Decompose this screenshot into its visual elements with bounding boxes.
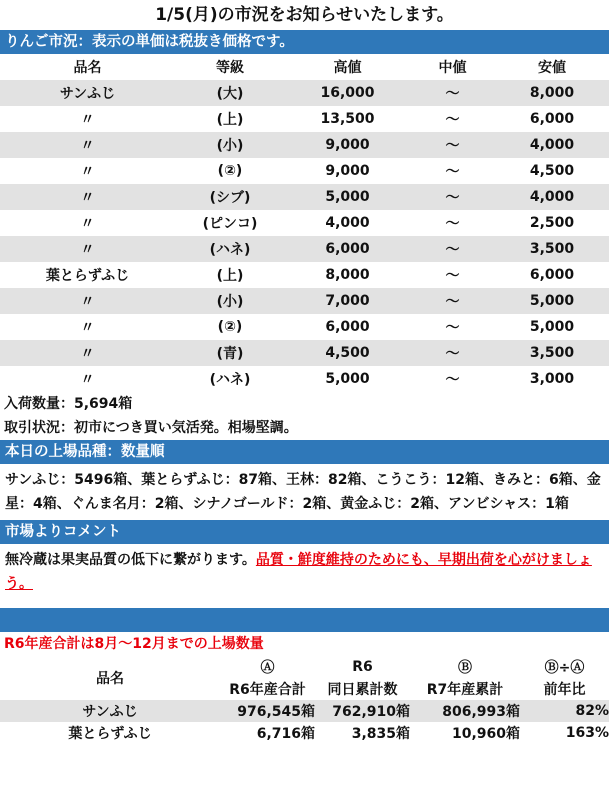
cell-high: 5,000	[325, 371, 370, 387]
table-row	[0, 288, 609, 314]
cell-grade: (大)	[175, 80, 285, 106]
table-row	[0, 236, 609, 262]
cell-name: 〃	[0, 132, 175, 158]
summary-col-yoy: 前年比	[543, 682, 586, 698]
comment-text	[0, 544, 609, 600]
cell-low: 4,500	[529, 163, 575, 179]
cell-mid: ～	[410, 340, 495, 366]
col-low: 安値	[538, 60, 566, 76]
trade-status: 取引状況：初市につき買い気活発。相場堅調。	[4, 420, 298, 436]
cell-mid: ～	[410, 236, 495, 262]
cell-low: 2,500	[529, 215, 575, 231]
cell-name: 〃	[80, 112, 95, 128]
table-row	[0, 722, 609, 744]
cell-low: 5,000	[495, 288, 609, 314]
summary-table	[0, 656, 609, 744]
cell-grade: (ハネ)	[175, 236, 285, 262]
cell-high: 8,000	[325, 267, 370, 283]
cell-low: 4,000	[495, 184, 609, 210]
cell-mid: ～	[445, 216, 460, 232]
col-high: 高値	[333, 60, 362, 76]
summary-note: R6年産合計は8月～12月までの上場数量	[4, 636, 264, 652]
table-row	[0, 80, 609, 106]
cell-name: 〃	[80, 320, 95, 336]
cell-name: サンふじ	[0, 80, 175, 106]
cell-high: 9,000	[285, 132, 410, 158]
cell-r6-total: 976,545箱	[220, 700, 315, 722]
col-name: 品名	[73, 60, 102, 76]
cell-high: 4,000	[325, 215, 370, 231]
cell-name: 〃	[80, 216, 95, 232]
blank-header-bar	[0, 608, 609, 632]
cell-grade: (ピンコ)	[202, 216, 258, 232]
cell-high: 6,000	[325, 319, 370, 335]
cell-high: 13,500	[320, 111, 375, 127]
cell-grade: (小)	[175, 288, 285, 314]
cell-grade: (上)	[216, 112, 244, 128]
cell-r7-total: 10,960箱	[451, 726, 520, 742]
summary-header-row-top	[0, 656, 609, 678]
cell-mid: ～	[445, 164, 460, 180]
cell-low: 6,000	[529, 111, 575, 127]
cell-r6-total: 6,716箱	[256, 726, 315, 742]
cell-name: 葉とらずふじ	[45, 268, 130, 284]
cell-grade: (ハネ)	[209, 372, 251, 388]
comment-highlight: 品質・鮮度維持のためにも、早期出荷を心がけましょう。	[5, 552, 592, 592]
table-header-row	[0, 54, 609, 80]
varieties-list: サンふじ：5496箱、葉とらずふじ：87箱、王林：82箱、こうこう：12箱、きみと：6箱、金星：4箱、ぐんま名月：2箱、シナノゴールド：2箱、黄金ふじ：2箱、アンビシャス：1箱	[5, 472, 601, 512]
cell-grade: (小)	[175, 132, 285, 158]
cell-same-day: 762,910箱	[315, 700, 410, 722]
cell-name: 葉とらずふじ	[68, 726, 152, 742]
cell-mid: ～	[445, 268, 460, 284]
comment-plain: 無冷蔵は果実品質の低下に繋がります。	[5, 552, 256, 568]
cell-low: 3,500	[495, 236, 609, 262]
cell-low: 3,500	[495, 340, 609, 366]
cell-low: 4,000	[495, 132, 609, 158]
col-mid: 中値	[438, 60, 467, 76]
table-row	[0, 340, 609, 366]
summary-head-ratio: Ⓑ÷Ⓐ	[544, 660, 585, 676]
cell-name: 〃	[0, 236, 175, 262]
cell-name: サンふじ	[0, 700, 220, 722]
cell-grade: (②)	[217, 163, 243, 179]
cell-high: 7,000	[285, 288, 410, 314]
cell-mid: ～	[410, 288, 495, 314]
summary-col-name: 品名	[96, 671, 124, 687]
cell-name: 〃	[0, 184, 175, 210]
table-row	[0, 700, 609, 722]
cell-mid: ～	[410, 132, 495, 158]
table-row	[0, 184, 609, 210]
cell-name: 〃	[80, 372, 95, 388]
cell-grade: (上)	[216, 268, 244, 284]
cell-grade: (シブ)	[175, 184, 285, 210]
cell-mid: ～	[445, 320, 460, 336]
varieties-header: 本日の上場品種：数量順	[0, 440, 609, 464]
cell-yoy: 163%	[565, 725, 609, 741]
table-row	[0, 132, 609, 158]
page-title: 1/5(月)の市況をお知らせいたします。	[155, 5, 454, 25]
summary-head-b: Ⓑ	[458, 660, 472, 676]
table-row	[0, 210, 609, 236]
cell-name: 〃	[80, 164, 95, 180]
cell-grade: (青)	[175, 340, 285, 366]
cell-name: 〃	[0, 288, 175, 314]
cell-name: 〃	[0, 340, 175, 366]
summary-col-r6-total: R6年産合計	[229, 682, 306, 698]
cell-high: 16,000	[285, 80, 410, 106]
cell-low: 3,000	[529, 371, 575, 387]
arrival-quantity: 入荷数量：5,694箱	[4, 396, 133, 412]
table-row	[0, 106, 609, 132]
summary-head-a: Ⓐ	[260, 660, 275, 676]
summary-col-r7-total: R7年産累計	[426, 682, 504, 698]
table-row	[0, 158, 609, 184]
table-row	[0, 366, 609, 392]
cell-high: 6,000	[285, 236, 410, 262]
table-row	[0, 262, 609, 288]
cell-high: 4,500	[285, 340, 410, 366]
cell-high: 9,000	[325, 163, 370, 179]
cell-low: 5,000	[529, 319, 575, 335]
cell-mid: ～	[445, 372, 460, 388]
cell-low: 6,000	[529, 267, 575, 283]
table-row	[0, 314, 609, 340]
cell-mid: ～	[410, 80, 495, 106]
cell-low: 8,000	[495, 80, 609, 106]
cell-high: 5,000	[285, 184, 410, 210]
col-grade: 等級	[216, 60, 244, 76]
cell-yoy: 82%	[520, 700, 609, 722]
apple-price-table	[0, 54, 609, 392]
cell-mid: ～	[410, 184, 495, 210]
cell-same-day: 3,835箱	[351, 726, 410, 742]
cell-mid: ～	[445, 112, 460, 128]
apple-market-header: りんご市況：表示の単価は税抜き価格です。	[0, 30, 609, 54]
cell-grade: (②)	[217, 319, 243, 335]
summary-head-r6: R6	[352, 659, 373, 675]
comment-header: 市場よりコメント	[0, 520, 609, 544]
summary-col-same-day: 同日累計数	[327, 682, 398, 698]
cell-r7-total: 806,993箱	[410, 700, 520, 722]
